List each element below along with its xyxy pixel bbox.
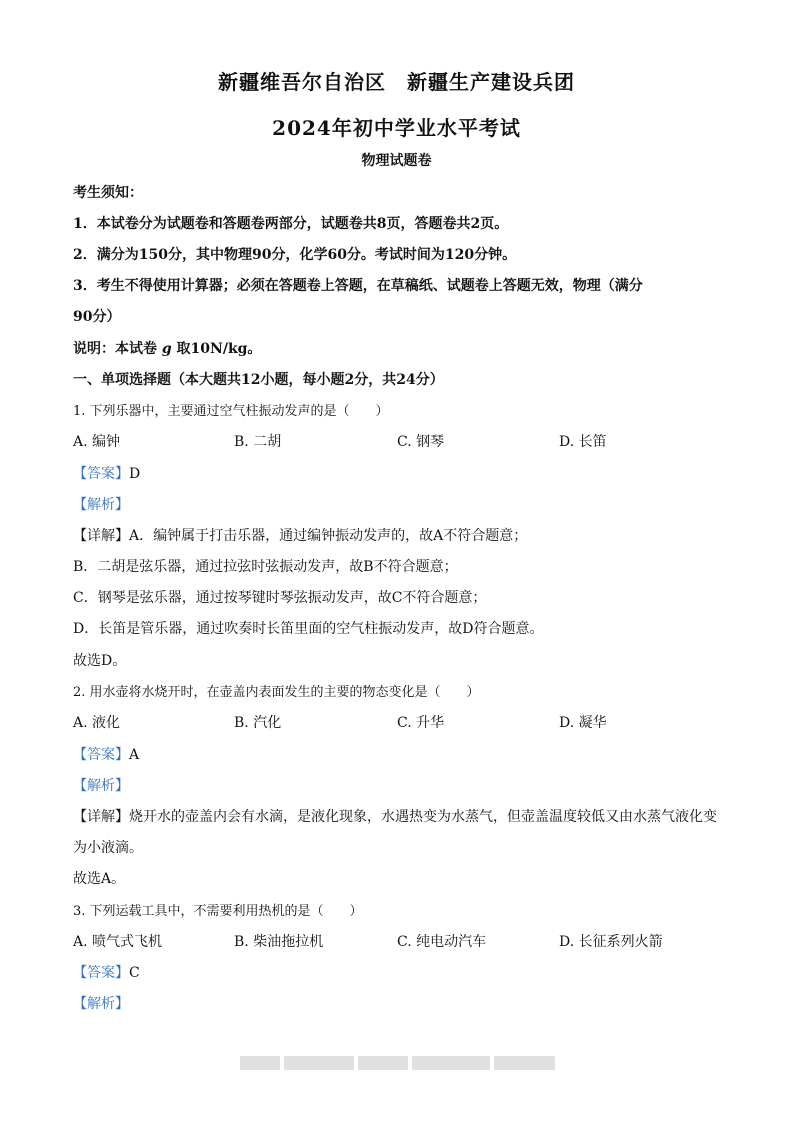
- paper-subtitle: 物理试题卷: [361, 153, 432, 169]
- question-2-detail-2: 为小液滴。: [73, 840, 143, 856]
- notice-item-2: 2．满分为150分，其中物理90分，化学60分。考试时间为120分钟。: [73, 247, 517, 263]
- answer-tag: 【答案】: [73, 466, 129, 482]
- question-1-option-a: A. 编钟: [73, 434, 121, 450]
- question-1-option-b: B. 二胡: [234, 434, 282, 450]
- question-2-detail-1: [73, 806, 717, 826]
- question-2-option-c: C. 升华: [397, 715, 445, 731]
- question-2-stem: 2. 用水壶将水烧开时，在壶盖内表面发生的主要的物态变化是（ ）: [73, 685, 480, 700]
- question-1-conclusion: 故选D。: [73, 653, 127, 669]
- exam-region-title: 新疆维吾尔自治区 新疆生产建设兵团: [218, 70, 575, 94]
- question-3-option-c: C. 纯电动汽车: [397, 934, 487, 950]
- question-3-option-a: A. 喷气式飞机: [73, 934, 163, 950]
- detail-tag: 【详解】: [73, 809, 129, 825]
- question-2-option-b: B. 汽化: [234, 715, 282, 731]
- answer-tag: 【答案】: [73, 965, 129, 981]
- question-2-option-d: D. 凝华: [559, 715, 607, 731]
- question-2-option-a: A. 液化: [73, 715, 121, 731]
- answer-value: C: [129, 965, 140, 981]
- notice-item-1: 1．本试卷分为试题卷和答题卷两部分，试题卷共8页，答题卷共2页。: [73, 216, 509, 232]
- answer-value: D: [129, 466, 141, 482]
- detail-tag: 【详解】: [73, 528, 129, 544]
- notice-item-3: 3．考生不得使用计算器；必须在答题卷上答题，在草稿纸、试题卷上答题无效，物理（满分: [73, 278, 643, 294]
- detail-text: A．编钟属于打击乐器，通过编钟振动发声的，故A不符合题意；: [129, 528, 528, 544]
- note-prefix: 说明：本试卷: [73, 341, 162, 357]
- question-1-option-c: C. 钢琴: [397, 434, 445, 450]
- section-heading: 一、单项选择题（本大题共12小题，每小题2分，共24分）: [73, 372, 444, 388]
- question-1-stem: 1. 下列乐器中，主要通过空气柱振动发声的是（ ）: [73, 404, 389, 419]
- detail-text: 烧开水的壶盖内会有水滴，是液化现象，水遇热变为水蒸气，但壶盖温度较低又由水蒸气液化变: [129, 809, 717, 825]
- question-1-detail-4: D．长笛是管乐器，通过吹奏时长笛里面的空气柱振动发声，故D符合题意。: [73, 621, 544, 637]
- note-line: [73, 338, 261, 358]
- question-2-analysis-tag: 【解析】: [73, 778, 129, 794]
- question-2-conclusion: 故选A。: [73, 871, 126, 887]
- answer-value: A: [129, 747, 140, 763]
- question-1-detail-2: B．二胡是弦乐器，通过拉弦时弦振动发声，故B不符合题意；: [73, 559, 458, 575]
- notice-heading: 考生须知：: [73, 185, 143, 201]
- question-3-option-d: D. 长征系列火箭: [559, 934, 663, 950]
- question-1-detail-3: C．钢琴是弦乐器，通过按琴键时琴弦振动发声，故C不符合题意；: [73, 590, 487, 606]
- question-3-analysis-tag: 【解析】: [73, 996, 129, 1012]
- exam-name-title: 2024年初中学业水平考试: [272, 116, 521, 140]
- question-3-stem: 3. 下列运载工具中，不需要利用热机的是（ ）: [73, 904, 363, 919]
- question-1-analysis-tag: 【解析】: [73, 497, 129, 513]
- question-1-option-d: D. 长笛: [559, 434, 607, 450]
- footer-watermark: [240, 1056, 555, 1070]
- answer-tag: 【答案】: [73, 747, 129, 763]
- note-g-symbol: g: [161, 341, 172, 357]
- question-3-answer: [73, 962, 140, 982]
- question-1-answer: [73, 463, 140, 483]
- notice-item-3-continued: 90分）: [73, 309, 121, 325]
- question-2-answer: [73, 744, 139, 764]
- note-suffix: 取10N/kg。: [171, 341, 262, 357]
- question-1-detail-1: [73, 525, 527, 545]
- question-3-option-b: B. 柴油拖拉机: [234, 934, 324, 950]
